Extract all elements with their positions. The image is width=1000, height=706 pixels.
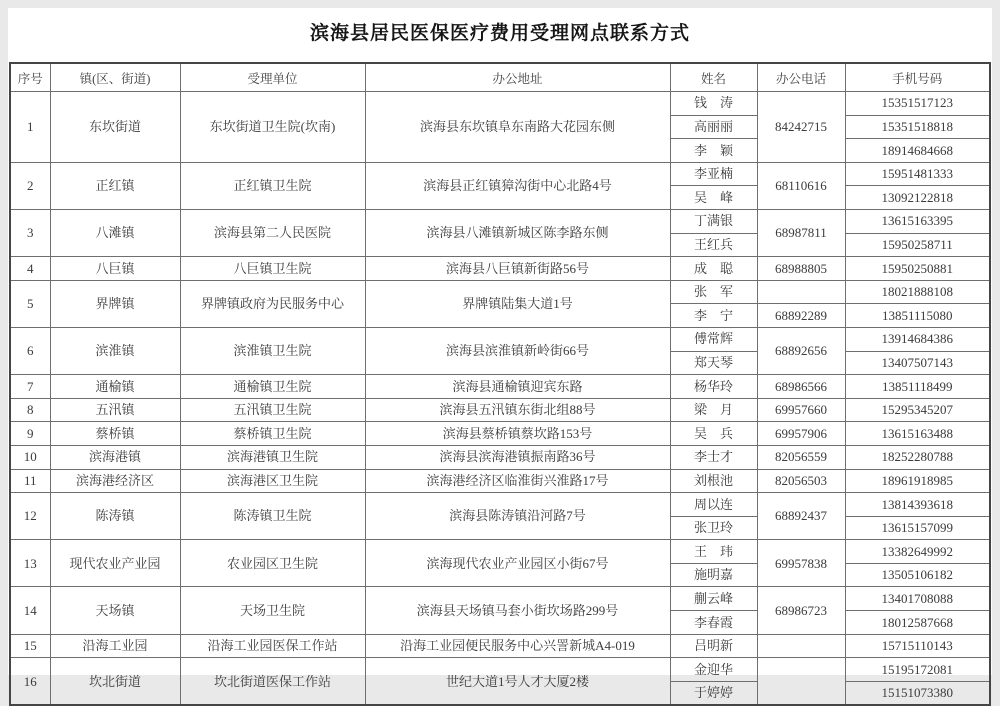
office-phone-cell: 82056559 [757, 445, 845, 469]
address-cell: 滨海县蔡桥镇蔡坎路153号 [365, 422, 670, 446]
name-cell: 李春霞 [670, 611, 757, 635]
row-number-cell: 12 [10, 493, 50, 540]
row-number-cell: 10 [10, 445, 50, 469]
town-cell: 陈涛镇 [50, 493, 180, 540]
row-number-cell: 3 [10, 209, 50, 256]
office-phone-cell: 68986566 [757, 375, 845, 399]
town-cell: 正红镇 [50, 162, 180, 209]
mobile-cell: 13407507143 [845, 351, 990, 375]
town-cell: 八滩镇 [50, 209, 180, 256]
name-cell: 成 聪 [670, 257, 757, 281]
town-cell: 东坎街道 [50, 92, 180, 163]
mobile-cell: 18012587668 [845, 611, 990, 635]
row-number-cell: 2 [10, 162, 50, 209]
row-number-cell: 11 [10, 469, 50, 493]
table-row [10, 634, 990, 658]
unit-cell: 正红镇卫生院 [180, 162, 365, 209]
table-row [10, 493, 990, 517]
unit-cell: 农业园区卫生院 [180, 540, 365, 587]
town-cell: 五汛镇 [50, 398, 180, 422]
mobile-cell: 15950250881 [845, 257, 990, 281]
row-number-cell: 4 [10, 257, 50, 281]
name-cell: 王 玮 [670, 540, 757, 564]
name-cell: 于婷婷 [670, 681, 757, 705]
office-phone-cell: 68987811 [757, 209, 845, 256]
address-cell: 滨海县天场镇马套小街坎场路299号 [365, 587, 670, 634]
name-cell: 张 军 [670, 280, 757, 304]
table-row [10, 422, 990, 446]
name-cell: 吕明新 [670, 634, 757, 658]
address-cell: 滨海县八巨镇新街路56号 [365, 257, 670, 281]
address-cell: 沿海工业园便民服务中心兴詈新城A4-019 [365, 634, 670, 658]
office-phone-cell [757, 658, 845, 706]
table-row [10, 280, 990, 304]
office-phone-cell: 82056503 [757, 469, 845, 493]
table-row [10, 257, 990, 281]
office-phone-cell: 68892289 [757, 304, 845, 328]
address-cell: 滨海县滨海港镇振南路36号 [365, 445, 670, 469]
name-cell: 李亚楠 [670, 162, 757, 186]
mobile-cell: 15195172081 [845, 658, 990, 682]
office-phone-cell: 69957838 [757, 540, 845, 587]
town-cell: 滨淮镇 [50, 327, 180, 374]
name-cell: 傅常辉 [670, 327, 757, 351]
header-address: 办公地址 [365, 63, 670, 92]
mobile-cell: 13382649992 [845, 540, 990, 564]
row-number-cell: 7 [10, 375, 50, 399]
unit-cell: 界牌镇政府为民服务中心 [180, 280, 365, 327]
row-number-cell: 8 [10, 398, 50, 422]
office-phone-cell: 68892656 [757, 327, 845, 374]
table-body [10, 92, 990, 706]
office-phone-cell: 69957906 [757, 422, 845, 446]
town-cell: 天场镇 [50, 587, 180, 634]
mobile-cell: 18252280788 [845, 445, 990, 469]
address-cell: 滨海港经济区临淮街兴淮路17号 [365, 469, 670, 493]
unit-cell: 蔡桥镇卫生院 [180, 422, 365, 446]
row-number-cell: 9 [10, 422, 50, 446]
name-cell: 李 宁 [670, 304, 757, 328]
office-phone-cell: 68892437 [757, 493, 845, 540]
unit-cell: 八巨镇卫生院 [180, 257, 365, 281]
town-cell: 界牌镇 [50, 280, 180, 327]
row-number-cell: 16 [10, 658, 50, 706]
header-unit: 受理单位 [180, 63, 365, 92]
address-cell: 界牌镇陆集大道1号 [365, 280, 670, 327]
name-cell: 钱 涛 [670, 92, 757, 116]
name-cell: 丁满银 [670, 209, 757, 233]
town-cell: 现代农业产业园 [50, 540, 180, 587]
table-row [10, 445, 990, 469]
header-row [10, 63, 990, 92]
unit-cell: 滨海县第二人民医院 [180, 209, 365, 256]
office-phone-cell: 68988805 [757, 257, 845, 281]
mobile-cell: 18914684668 [845, 139, 990, 163]
table-row [10, 398, 990, 422]
header-序号: 序号 [10, 63, 50, 92]
row-number-cell: 5 [10, 280, 50, 327]
mobile-cell: 15715110143 [845, 634, 990, 658]
town-cell: 坎北街道 [50, 658, 180, 706]
mobile-cell: 13914684386 [845, 327, 990, 351]
name-cell: 高丽丽 [670, 115, 757, 139]
row-number-cell: 15 [10, 634, 50, 658]
unit-cell: 东坎街道卫生院(坎南) [180, 92, 365, 163]
mobile-cell: 13505106182 [845, 563, 990, 587]
unit-cell: 陈涛镇卫生院 [180, 493, 365, 540]
mobile-cell: 15950258711 [845, 233, 990, 257]
row-number-cell: 13 [10, 540, 50, 587]
address-cell: 滨海县五汛镇东街北组88号 [365, 398, 670, 422]
mobile-cell: 13814393618 [845, 493, 990, 517]
mobile-cell: 13851118499 [845, 375, 990, 399]
name-cell: 刘根池 [670, 469, 757, 493]
name-cell: 张卫玲 [670, 516, 757, 540]
name-cell: 蒯云峰 [670, 587, 757, 611]
unit-cell: 沿海工业园医保工作站 [180, 634, 365, 658]
unit-cell: 天场卫生院 [180, 587, 365, 634]
mobile-cell: 15351517123 [845, 92, 990, 116]
row-number-cell: 14 [10, 587, 50, 634]
header-town: 镇(区、街道) [50, 63, 180, 92]
document-page [8, 8, 992, 701]
office-phone-cell [757, 634, 845, 658]
row-number-cell: 1 [10, 92, 50, 163]
name-cell: 郑天琴 [670, 351, 757, 375]
address-cell: 滨海县滨淮镇新岭街66号 [365, 327, 670, 374]
name-cell: 金迎华 [670, 658, 757, 682]
unit-cell: 通榆镇卫生院 [180, 375, 365, 399]
mobile-cell: 15351518818 [845, 115, 990, 139]
unit-cell: 滨海港镇卫生院 [180, 445, 365, 469]
header-office-phone: 办公电话 [757, 63, 845, 92]
mobile-cell: 13401708088 [845, 587, 990, 611]
table-row [10, 209, 990, 233]
mobile-cell: 15951481333 [845, 162, 990, 186]
mobile-cell: 15295345207 [845, 398, 990, 422]
table-row [10, 469, 990, 493]
table-row [10, 327, 990, 351]
unit-cell: 滨海港区卫生院 [180, 469, 365, 493]
address-cell: 滨海县陈涛镇沿河路7号 [365, 493, 670, 540]
name-cell: 吴 峰 [670, 186, 757, 210]
unit-cell: 五汛镇卫生院 [180, 398, 365, 422]
unit-cell: 坎北街道医保工作站 [180, 658, 365, 706]
name-cell: 梁 月 [670, 398, 757, 422]
table-row [10, 162, 990, 186]
town-cell: 八巨镇 [50, 257, 180, 281]
table-row [10, 92, 990, 116]
address-cell: 滨海现代农业产业园区小街67号 [365, 540, 670, 587]
address-cell: 滨海县通榆镇迎宾东路 [365, 375, 670, 399]
name-cell: 吴 兵 [670, 422, 757, 446]
town-cell: 沿海工业园 [50, 634, 180, 658]
town-cell: 蔡桥镇 [50, 422, 180, 446]
table-row [10, 375, 990, 399]
page-title: 滨海县居民医保医疗费用受理网点联系方式 [309, 23, 690, 44]
town-cell: 滨海港镇 [50, 445, 180, 469]
office-phone-cell: 68986723 [757, 587, 845, 634]
address-cell: 滨海县八滩镇新城区陈李路东侧 [365, 209, 670, 256]
mobile-cell: 13615157099 [845, 516, 990, 540]
table-row [10, 658, 990, 682]
office-phone-cell [757, 280, 845, 304]
mobile-cell: 13615163488 [845, 422, 990, 446]
mobile-cell: 18021888108 [845, 280, 990, 304]
unit-cell: 滨淮镇卫生院 [180, 327, 365, 374]
name-cell: 王红兵 [670, 233, 757, 257]
name-cell: 施明嘉 [670, 563, 757, 587]
office-phone-cell: 68110616 [757, 162, 845, 209]
mobile-cell: 13615163395 [845, 209, 990, 233]
mobile-cell: 15151073380 [845, 681, 990, 705]
office-phone-cell: 69957660 [757, 398, 845, 422]
header-mobile: 手机号码 [845, 63, 990, 92]
contact-table [9, 62, 991, 706]
row-number-cell: 6 [10, 327, 50, 374]
header-name: 姓名 [670, 63, 757, 92]
table-row [10, 587, 990, 611]
town-cell: 通榆镇 [50, 375, 180, 399]
address-cell: 滨海县东坎镇阜东南路大花园东侧 [365, 92, 670, 163]
table-row [10, 540, 990, 564]
address-cell: 滨海县正红镇獐沟街中心北路4号 [365, 162, 670, 209]
office-phone-cell: 84242715 [757, 92, 845, 163]
mobile-cell: 18961918985 [845, 469, 990, 493]
mobile-cell: 13092122818 [845, 186, 990, 210]
address-cell: 世纪大道1号人才大厦2楼 [365, 658, 670, 706]
name-cell: 李士才 [670, 445, 757, 469]
name-cell: 李 颖 [670, 139, 757, 163]
name-cell: 周以连 [670, 493, 757, 517]
mobile-cell: 13851115080 [845, 304, 990, 328]
name-cell: 杨华玲 [670, 375, 757, 399]
town-cell: 滨海港经济区 [50, 469, 180, 493]
